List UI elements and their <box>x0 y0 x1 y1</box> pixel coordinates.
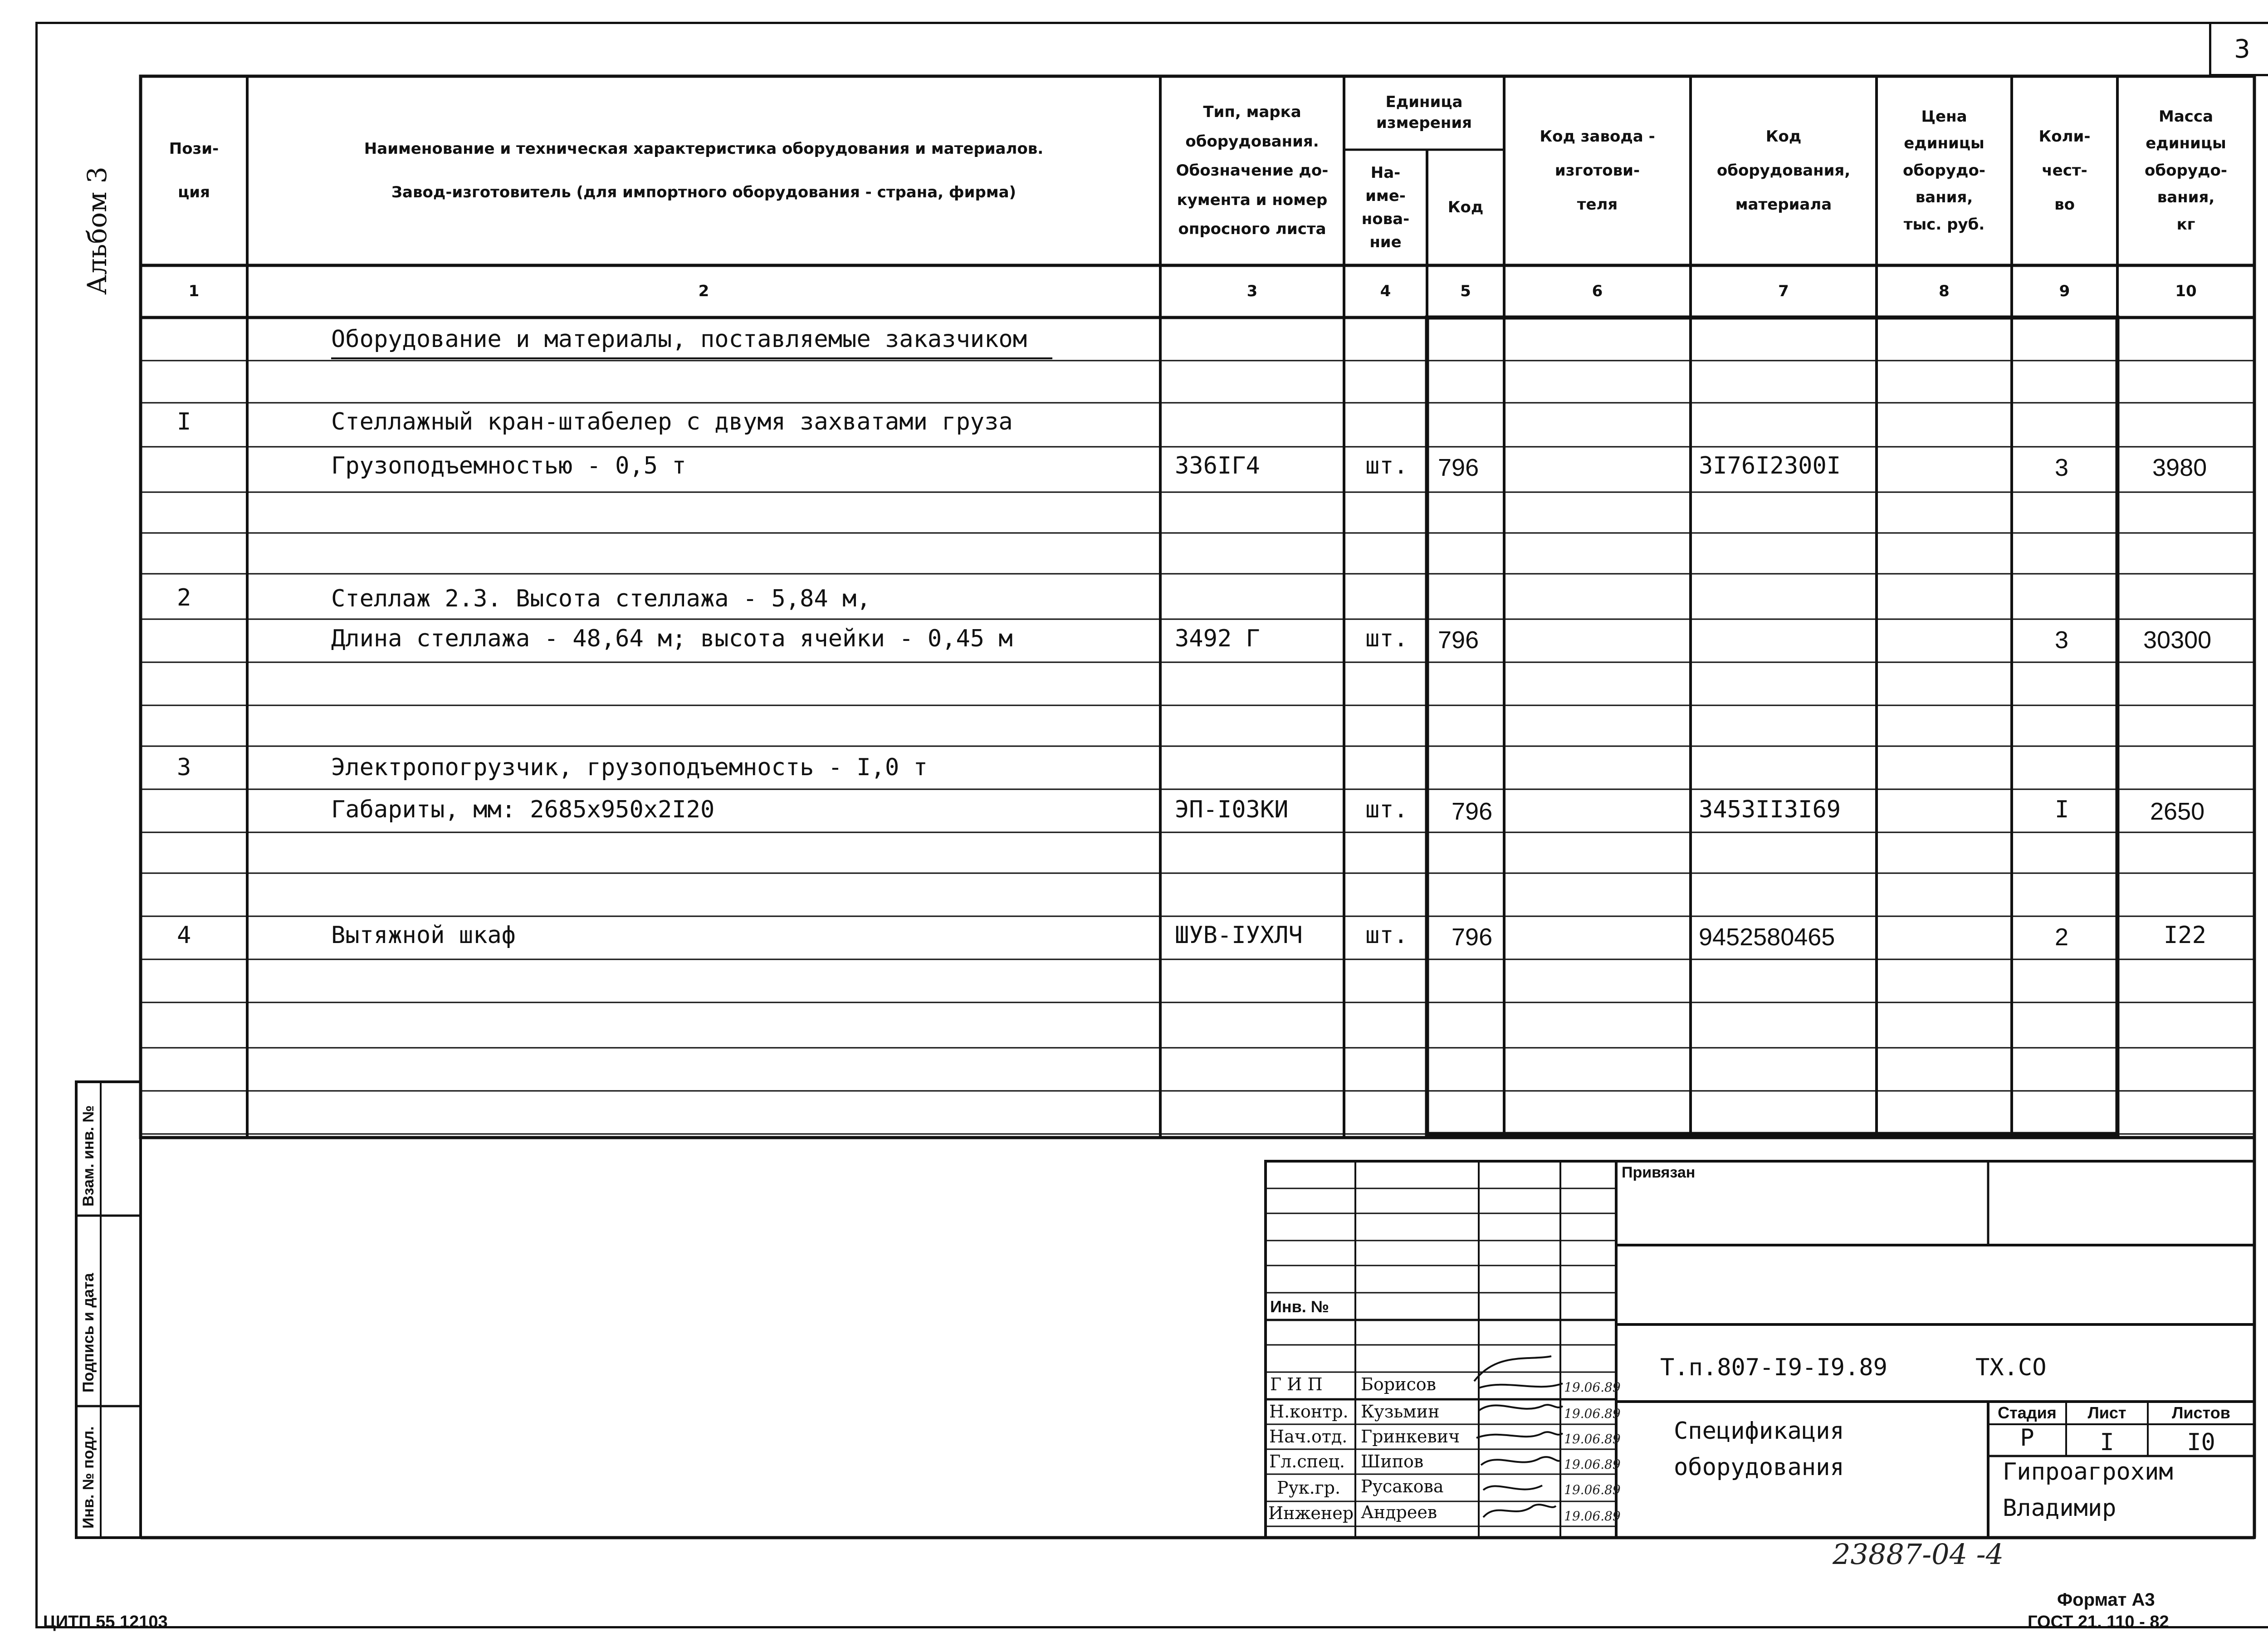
header-col3: Тип, марка оборудования. Обозначение до- кумента и номер опросного листа <box>1176 103 1329 239</box>
side-stamp-vzam-inv: Взам. инв. № <box>80 1105 97 1207</box>
person-5-date: 19.06.89 <box>1564 1509 1621 1524</box>
table-row-3-code: 796 <box>1438 626 1479 654</box>
section-title: Оборудование и материалы, поставляемые заказчиком <box>331 326 1027 353</box>
table-row-5-code: 796 <box>1452 798 1493 825</box>
person-1-name: Кузьмин <box>1361 1402 1440 1422</box>
table-row-6-type: ШУВ-IУХЛЧ <box>1175 922 1303 949</box>
sheet-label: Лист <box>2087 1403 2126 1422</box>
table-row-1-type: 336IГ4 <box>1175 452 1260 479</box>
person-4-role: Рук.гр. <box>1277 1478 1341 1498</box>
table-row-3-unit: шт. <box>1365 625 1408 652</box>
table-row-5-name: Габариты, мм: 2685х950х2I20 <box>331 796 715 823</box>
table-row-3-qty: 3 <box>2055 626 2069 654</box>
header-col10: Масса единицы оборудо- вания, кг <box>2145 107 2227 234</box>
document-designation: Т.п.807-I9-I9.89 <box>1660 1354 1887 1381</box>
header-col5: Код <box>1447 198 1484 216</box>
col-number-7: 7 <box>1778 282 1789 300</box>
table-row-6-unit: шт. <box>1365 922 1408 949</box>
corner-number: 3 <box>2234 34 2250 64</box>
table-row-2-name: Стеллаж 2.3. Высота стеллажа - 5,84 м, <box>331 585 871 612</box>
table-row-1-name: Грузоподъемностью - 0,5 т <box>331 452 686 479</box>
table-row-1-mass: 3980 <box>2152 454 2207 481</box>
col-number-8: 8 <box>1939 282 1950 300</box>
col-number-3: 3 <box>1246 282 1258 300</box>
col-number-1: 1 <box>188 282 200 300</box>
sheets-value: I0 <box>2187 1429 2215 1456</box>
col-number-9: 9 <box>2059 282 2070 300</box>
col-number-10: 10 <box>2175 282 2197 300</box>
header-col7: Код оборудования, материала <box>1716 127 1851 214</box>
stage-label: Стадия <box>1998 1403 2057 1422</box>
sheet-value: I <box>2100 1429 2114 1456</box>
person-0-role: Г И П <box>1270 1374 1323 1394</box>
header-col8: Цена единицы оборудо- вания, тыс. руб. <box>1903 107 1985 234</box>
table-row-6-mass: I22 <box>2164 922 2206 949</box>
person-3-role: Гл.спец. <box>1269 1451 1345 1471</box>
person-0-date: 19.06.89 <box>1564 1380 1621 1395</box>
person-2-role: Нач.отд. <box>1269 1427 1348 1446</box>
table-row-1-code: 796 <box>1438 454 1479 481</box>
inv-no-label: Инв. № <box>1270 1297 1329 1316</box>
person-1-role: Н.контр. <box>1269 1402 1349 1422</box>
organization-line2: Владимир <box>2003 1495 2116 1522</box>
table-row-5-mass: 2650 <box>2150 798 2205 825</box>
table-row-3-name: Длина стеллажа - 48,64 м; высота ячейки - 0,45 м <box>331 625 1013 652</box>
side-stamp-inv-podl: Инв. № подл. <box>80 1426 97 1529</box>
album-label: Альбом 3 <box>82 166 112 295</box>
person-1-date: 19.06.89 <box>1564 1406 1621 1421</box>
document-title-line2: оборудования <box>1674 1454 1844 1481</box>
document-mark: ТХ.СО <box>1975 1354 2047 1381</box>
table-row-1-unit: шт. <box>1365 452 1408 479</box>
side-stamp-podpis-data: Подпись и дата <box>80 1273 97 1393</box>
table-row-4-pos: 3 <box>177 754 191 781</box>
table-row-5-unit: шт. <box>1365 796 1408 823</box>
table-row-6-code: 796 <box>1452 923 1493 951</box>
table-row-2-pos: 2 <box>177 584 191 611</box>
table-row-6-equip: 9452580465 <box>1699 923 1835 951</box>
person-3-date: 19.06.89 <box>1564 1457 1621 1472</box>
table-row-6-qty: 2 <box>2055 923 2069 951</box>
header-col2: Наименование и техническая характеристика оборудования и материалов. Завод-изготовитель (для импортного оборудования - страна, фирма) <box>364 139 1044 201</box>
header-col1: Пози- ция <box>169 139 219 201</box>
person-2-date: 19.06.89 <box>1564 1432 1621 1446</box>
privyazan-label: Привязан <box>1622 1164 1696 1181</box>
table-row-0-pos: I <box>177 408 191 435</box>
col-number-2: 2 <box>698 282 709 300</box>
col-number-5: 5 <box>1460 282 1471 300</box>
table-row-5-type: ЭП-I03КИ <box>1175 796 1289 823</box>
person-5-role: Инженер <box>1268 1503 1354 1523</box>
sheets-label: Листов <box>2172 1403 2230 1422</box>
table-row-6-name: Вытяжной шкаф <box>331 922 516 949</box>
handwritten-number: 23887-04 -4 <box>1833 1538 2004 1571</box>
table-row-3-mass: 30300 <box>2143 626 2212 654</box>
table-row-3-type: 3492 Г <box>1175 625 1260 652</box>
header-col4: На- име- нова- ние <box>1361 163 1410 251</box>
table-row-5-qty: I <box>2055 796 2069 823</box>
footer-right: ГОСТ 21. 110 - 82 <box>2028 1612 2169 1632</box>
stage-value: Р <box>2020 1424 2034 1451</box>
col-number-4: 4 <box>1380 282 1391 300</box>
table-row-1-equip: 3I76I2300I <box>1699 452 1841 479</box>
person-4-name: Русакова <box>1361 1476 1444 1496</box>
table-row-6-pos: 4 <box>177 922 191 949</box>
table-row-4-name: Электропогрузчик, грузоподъемность - I,0 т <box>331 754 928 781</box>
format-label: Формат А3 <box>2057 1590 2155 1610</box>
person-2-name: Гринкевич <box>1361 1427 1460 1446</box>
person-5-name: Андреев <box>1361 1502 1437 1522</box>
person-4-date: 19.06.89 <box>1564 1482 1621 1497</box>
table-row-5-equip: 3453II3I69 <box>1699 796 1841 823</box>
footer-left: ЦИТП 55 12103 <box>43 1612 168 1632</box>
header-unit-group: Единица измерения <box>1376 93 1472 132</box>
person-0-name: Борисов <box>1361 1374 1437 1394</box>
organization-line1: Гипроагрохим <box>2003 1458 2173 1485</box>
header-col9: Коли- чест- во <box>2038 127 2091 214</box>
table-row-0-name: Стеллажный кран-штабелер с двумя захватами груза <box>331 408 1013 435</box>
table-row-1-qty: 3 <box>2055 454 2069 481</box>
header-col6: Код завода - изготови- теля <box>1540 127 1655 214</box>
col-number-6: 6 <box>1592 282 1603 300</box>
document-title-line1: Спецификация <box>1674 1417 1844 1445</box>
person-3-name: Шипов <box>1361 1451 1424 1471</box>
